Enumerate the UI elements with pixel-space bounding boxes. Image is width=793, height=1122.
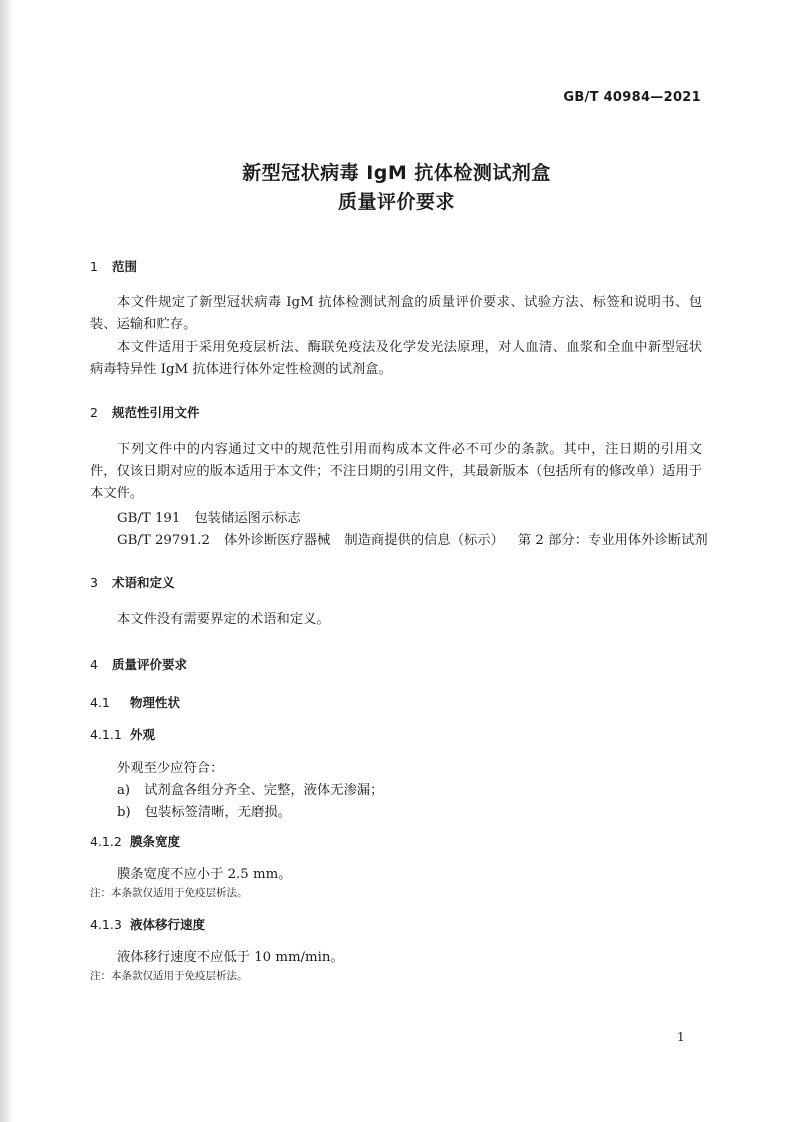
liquid-migration-requirement: 液体移行速度不应低于 10 mm/min。 — [117, 950, 344, 965]
reference-title-part-3: 第 2 部分：专业用体外诊断试剂 — [517, 533, 708, 548]
list-item-text: 试剂盒各组分齐全、完整，液体无渗漏； — [144, 783, 384, 798]
section-number: 4.1.2 — [90, 834, 122, 849]
section-title: 物理性状 — [130, 695, 181, 710]
section-3-paragraph-1: 本文件没有需要界定的术语和定义。 — [117, 612, 330, 627]
section-4-1-heading — [90, 693, 180, 711]
section-2-paragraph-1: 下列文件中的内容通过文中的规范性引用而构成本文件必不可少的条款。其中，注日期的引用文件，仅该日期对应的版本适用于本文件；不注日期的引用文件，其最新版本（包括所有的修改单）适用于本文件。 — [90, 442, 702, 501]
reference-title: 包装储运图示标志 — [194, 511, 301, 526]
reference-code: GB/T 29791.2 — [117, 533, 210, 548]
section-1-paragraph-2: 本文件适用于采用免疫层析法、酶联免疫法及化学发光法原理，对人血清、血浆和全血中新型冠状病毒特异性 IgM 抗体进行体外定性检测的试剂盒。 — [90, 340, 702, 377]
section-number: 1 — [90, 259, 98, 274]
membrane-width-note: 注：本条款仅适用于免疫层析法。 — [90, 887, 248, 899]
list-item-b — [117, 801, 291, 820]
membrane-width-requirement: 膜条宽度不应小于 2.5 mm。 — [117, 867, 292, 882]
reference-code: GB/T 191 — [117, 511, 181, 526]
section-title: 外观 — [130, 727, 156, 742]
document-title-line1: 新型冠状病毒 IgM 抗体检测试剂盒 — [242, 162, 551, 184]
section-4-heading — [90, 655, 187, 673]
page-number: 1 — [677, 1030, 685, 1044]
list-item-text: 包装标签清晰，无磨损。 — [144, 805, 291, 820]
document-title-line2: 质量评价要求 — [337, 191, 455, 213]
section-number: 4 — [90, 657, 98, 672]
section-title: 液体移行速度 — [130, 917, 206, 932]
normative-reference-1 — [117, 507, 301, 526]
standard-code: GB/T 40984—2021 — [563, 90, 701, 105]
section-title: 术语和定义 — [111, 575, 175, 590]
liquid-migration-note: 注：本条款仅适用于免疫层析法。 — [90, 970, 248, 982]
section-number: 4.1 — [90, 695, 110, 710]
section-number: 3 — [90, 575, 98, 590]
section-3-heading — [90, 573, 174, 591]
section-number: 4.1.3 — [90, 917, 122, 932]
normative-reference-2 — [117, 529, 708, 548]
section-1-paragraph-1: 本文件规定了新型冠状病毒 IgM 抗体检测试剂盒的质量评价要求、试验方法、标签和说明书、包装、运输和贮存。 — [90, 295, 702, 332]
list-item-a — [117, 779, 383, 798]
section-2-heading — [90, 403, 199, 421]
section-title: 膜条宽度 — [130, 834, 181, 849]
reference-title: 体外诊断医疗器械 — [223, 533, 331, 548]
section-number: 4.1.1 — [90, 727, 122, 742]
section-title: 范围 — [111, 259, 137, 274]
reference-title-part-2: 制造商提供的信息（标示） — [344, 533, 504, 548]
list-marker: b) — [117, 805, 131, 820]
section-title: 规范性引用文件 — [111, 405, 200, 420]
section-4-1-1-heading — [90, 725, 155, 743]
section-4-1-3-heading — [90, 915, 205, 933]
section-4-1-2-heading — [90, 832, 180, 850]
section-title: 质量评价要求 — [111, 657, 187, 672]
section-number: 2 — [90, 405, 98, 420]
list-marker: a) — [117, 783, 131, 798]
section-1-heading — [90, 257, 137, 275]
appearance-intro: 外观至少应符合： — [117, 761, 224, 776]
